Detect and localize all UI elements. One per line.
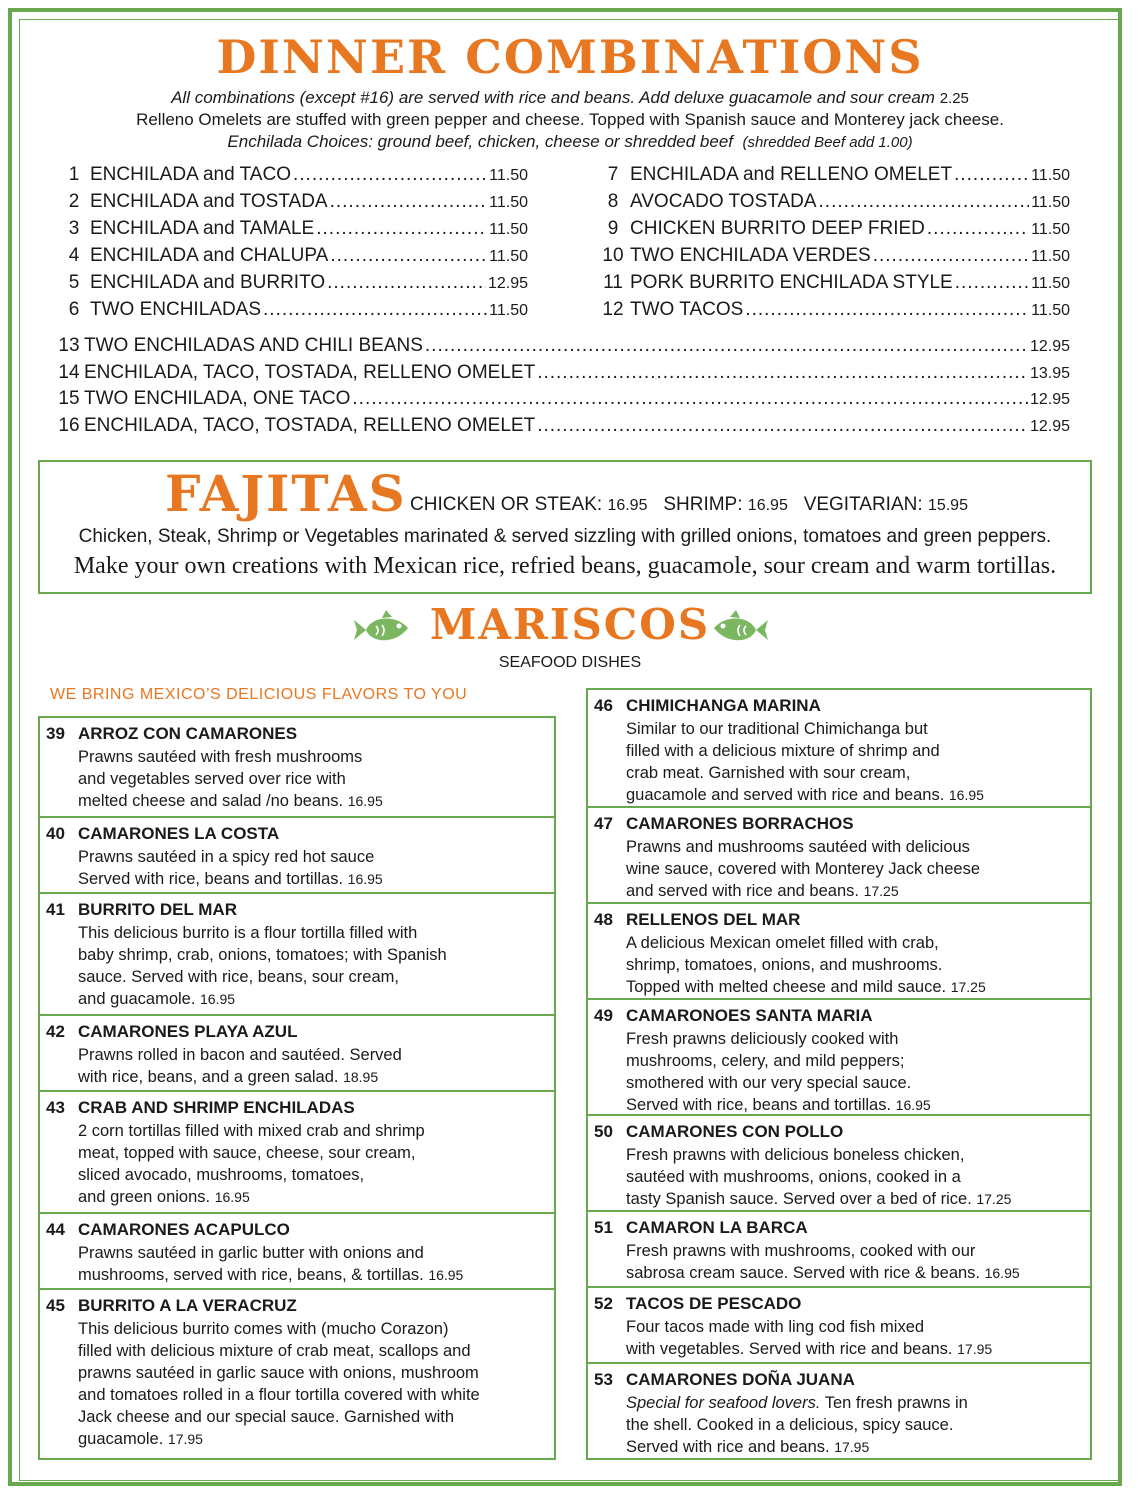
description-line: and vegetables served over rice with: [78, 770, 346, 788]
seafood-item-number: 51: [594, 1218, 613, 1237]
dinner-item-name: ENCHILADA, TACO, TOSTADA, RELLENO OMELET: [84, 361, 536, 383]
seafood-item-title: CRAB AND SHRIMP ENCHILADAS: [78, 1098, 355, 1117]
seafood-item-title: BURRITO A LA VERACRUZ: [78, 1296, 297, 1315]
seafood-item-title: CAMARONOES SANTA MARIA: [626, 1006, 873, 1025]
description-line: Fresh prawns deliciously cooked with: [626, 1030, 899, 1048]
seafood-item-number: 39: [46, 724, 65, 743]
dinner-item-number: 14: [58, 361, 80, 383]
dot-leader: [293, 164, 487, 186]
description-line: filled with delicious mixture of crab meat, scallops and: [78, 1342, 471, 1360]
seafood-item-description: [78, 1242, 540, 1286]
dinner-item-number: 16: [58, 414, 80, 436]
dinner-item-price: 11.50: [1031, 302, 1070, 319]
dot-leader: [352, 388, 1028, 410]
dinner-item-price: 13.95: [1029, 364, 1070, 382]
dinner-item-number: 2: [68, 191, 80, 212]
seafood-item-number: 41: [46, 900, 65, 919]
dinner-item-number: 15: [58, 388, 80, 409]
description-line: Prawns sautéed in garlic butter with onions and: [78, 1244, 424, 1262]
dot-leader: [330, 245, 487, 267]
seafood-item-price: 17.95: [167, 1431, 203, 1447]
fajitas-creations: Make your own creations with Mexican rice, refried beans, guacamole, sour cream and warm tortillas.: [73, 553, 1057, 579]
seafood-item-title: TACOS DE PESCADO: [626, 1294, 802, 1313]
mariscos-title: MARISCOS: [429, 600, 711, 649]
dinner-combinations-title: DINNER COMBINATIONS: [216, 30, 924, 84]
seafood-item-number: 43: [46, 1098, 65, 1117]
description-line: tasty Spanish sauce. Served over a bed of rice.: [626, 1190, 972, 1208]
dot-leader: [327, 272, 486, 294]
description-line: Prawns rolled in bacon and sautéed. Served: [78, 1046, 402, 1064]
dinner-item-number: 6: [68, 299, 80, 320]
seafood-item-price: 16.95: [895, 1097, 931, 1113]
seafood-item-title: CHIMICHANGA MARINA: [626, 696, 821, 715]
seafood-item-title: CAMARON LA BARCA: [626, 1218, 808, 1237]
description-line: and green onions.: [78, 1188, 211, 1206]
description-line: meat, topped with sauce, cheese, sour cream,: [78, 1144, 416, 1162]
seafood-item-price: 17.95: [834, 1439, 870, 1455]
description-line: Four tacos made with ling cod fish mixed: [626, 1318, 925, 1336]
dinner-item-number: 7: [607, 164, 619, 185]
seafood-item: [40, 1290, 554, 1458]
seafood-item: [40, 818, 554, 894]
seafood-item: [588, 1212, 1090, 1288]
seafood-item: [588, 904, 1090, 1000]
dinner-item: [58, 164, 528, 190]
seafood-item-title: CAMARONES DOÑA JUANA: [626, 1370, 855, 1389]
dot-leader: [537, 362, 1028, 384]
dinner-item-name: PORK BURRITO ENCHILADA STYLE: [630, 272, 953, 293]
seafood-item-title: CAMARONES LA COSTA: [78, 824, 280, 843]
seafood-item-price: 16.95: [347, 793, 383, 809]
seafood-item-price: 17.25: [863, 883, 899, 899]
description-line: shrimp, tomatoes, onions, and mushrooms.: [626, 956, 943, 974]
seafood-item-description: [78, 922, 540, 1010]
seafood-item-description: [78, 746, 540, 812]
description-line: sautéed with mushrooms, onions, cooked in a: [626, 1168, 961, 1186]
description-line: Prawns sautéed with fresh mushrooms: [78, 748, 363, 766]
seafood-item: [588, 1288, 1090, 1364]
dinner-item-price: 11.50: [489, 221, 528, 238]
description-line: mushrooms, served with rice, beans, & tortillas.: [78, 1266, 424, 1284]
dinner-item: [58, 218, 528, 244]
dinner-item-number: 3: [68, 218, 80, 239]
dinner-item: [596, 164, 1070, 190]
dinner-item: [596, 191, 1070, 217]
dinner-item-name: ENCHILADA and TAMALE: [90, 218, 315, 239]
seafood-item: [588, 690, 1090, 808]
description-line: Similar to our traditional Chimichanga but: [626, 720, 928, 738]
description-line: Topped with melted cheese and mild sauce.: [626, 978, 947, 996]
seafood-item-description: [626, 1028, 1076, 1116]
dinner-item: [596, 299, 1070, 325]
description-line: crab meat. Garnished with sour cream,: [626, 764, 911, 782]
seafood-item-description: [626, 1392, 1076, 1458]
seafood-item-price: 16.95: [347, 871, 383, 887]
fajitas-description: Chicken, Steak, Shrimp or Vegetables marinated & served sizzling with grilled onions, tomatoes and green peppers.: [78, 526, 1052, 547]
dinner-item-name: TWO TACOS: [630, 299, 744, 320]
dot-leader: [955, 272, 1029, 294]
seafood-item-price: 16.95: [948, 787, 984, 803]
description-line: smothered with our very special sauce.: [626, 1074, 912, 1092]
description-line: 2 corn tortillas filled with mixed crab and shrimp: [78, 1122, 425, 1140]
dinner-item-name: TWO ENCHILADA, ONE TACO: [84, 388, 351, 409]
dinner-item-number: 11: [603, 272, 623, 293]
dot-leader: [927, 218, 1029, 240]
dinner-item-name: ENCHILADA and TOSTADA: [90, 191, 328, 212]
dinner-item: [54, 335, 1070, 361]
description-line: A delicious Mexican omelet filled with crab,: [626, 934, 939, 952]
dinner-item-name: ENCHILADA, TACO, TOSTADA, RELLENO OMELET: [84, 414, 536, 436]
dinner-item: [58, 245, 528, 271]
dinner-item-number: 1: [68, 164, 80, 185]
seafood-item-price: 17.25: [976, 1191, 1012, 1207]
seafood-item-description: [626, 1144, 1076, 1210]
seafood-item: [40, 894, 554, 1016]
description-line: Served with rice and beans.: [626, 1438, 830, 1456]
seafood-item-price: 17.25: [950, 979, 986, 995]
dinner-item-price: 11.50: [1031, 194, 1070, 211]
seafood-item-title: CAMARONES PLAYA AZUL: [78, 1022, 298, 1041]
seafood-item: [588, 1364, 1090, 1462]
dot-leader: [954, 164, 1029, 186]
dot-leader: [819, 191, 1030, 213]
dinner-item-price: 11.50: [1031, 167, 1070, 184]
dot-leader: [537, 415, 1028, 437]
description-line: This delicious burrito comes with (mucho Corazon): [78, 1320, 449, 1338]
seafood-item: [40, 1092, 554, 1214]
description-line: mushrooms, celery, and mild peppers;: [626, 1052, 905, 1070]
seafood-item: [40, 718, 554, 818]
dinner-item-number: 12: [602, 299, 624, 320]
seafood-item-title: CAMARONES CON POLLO: [626, 1122, 844, 1141]
dot-leader: [316, 218, 487, 240]
dinner-item-price: 11.50: [489, 248, 528, 265]
dot-leader: [745, 299, 1029, 321]
seafood-item: [40, 1214, 554, 1290]
dinner-item-number: 4: [68, 245, 80, 266]
description-line: sabrosa cream sauce. Served with rice & beans.: [626, 1264, 981, 1282]
dinner-item-name: ENCHILADA and TACO: [90, 164, 291, 185]
dinner-item: [58, 191, 528, 217]
seafood-item-title: RELLENOS DEL MAR: [626, 910, 801, 929]
dinner-item: [596, 218, 1070, 244]
dinner-item-name: ENCHILADA and BURRITO: [90, 272, 326, 293]
dinner-item-price: 11.50: [489, 194, 528, 211]
dinner-item: [596, 272, 1070, 298]
dinner-item-price: 12.95: [1029, 338, 1070, 355]
dot-leader: [873, 245, 1029, 267]
seafood-item-description: [626, 932, 1076, 998]
seafood-item-price: 18.95: [343, 1069, 379, 1085]
seafood-item-number: 52: [594, 1294, 613, 1313]
dinner-item-name: CHICKEN BURRITO DEEP FRIED: [630, 218, 925, 239]
dinner-item-name: ENCHILADA and CHALUPA: [90, 245, 329, 266]
dinner-item: [596, 245, 1070, 271]
seafood-item-tagline: Special for seafood lovers.: [626, 1394, 821, 1412]
seafood-item-price: 16.95: [428, 1267, 464, 1283]
description-line: and tomatoes rolled in a flour tortilla covered with white: [78, 1386, 480, 1404]
dinner-item-price: 11.50: [1031, 248, 1070, 265]
seafood-item-description: [626, 1240, 1076, 1284]
dinner-item: [54, 362, 1070, 388]
seafood-item-title: CAMARONES ACAPULCO: [78, 1220, 290, 1239]
mariscos-subtitle: SEAFOOD DISHES: [498, 654, 642, 671]
description-line: guacamole and served with rice and beans.: [626, 786, 945, 804]
seafood-column-right: [586, 688, 1092, 1460]
dinner-item-price: 11.50: [1031, 221, 1070, 238]
seafood-item-number: 50: [594, 1122, 613, 1141]
dinner-item-name: ENCHILADA and RELLENO OMELET: [630, 164, 953, 185]
description-line: guacamole.: [78, 1430, 164, 1448]
dinner-item-number: 9: [607, 218, 619, 239]
seafood-item-price: 17.95: [957, 1341, 993, 1357]
dinner-item-price: 11.50: [1031, 275, 1070, 292]
description-line: Fresh prawns with delicious boneless chicken,: [626, 1146, 965, 1164]
description-line: Served with rice, beans and tortillas.: [78, 870, 344, 888]
description-line: wine sauce, covered with Monterey Jack cheese: [626, 860, 981, 878]
description-line: This delicious burrito is a flour tortilla filled with: [78, 924, 418, 942]
seafood-item-description: [78, 1318, 540, 1450]
fajitas-title: FAJITAS: [165, 464, 407, 523]
description-line: baby shrimp, crab, onions, tomatoes; with Spanish: [78, 946, 447, 964]
description-line: Prawns sautéed in a spicy red hot sauce: [78, 848, 375, 866]
seafood-item: [588, 1000, 1090, 1116]
description-line: filled with a delicious mixture of shrimp and: [626, 742, 940, 760]
dinner-item: [54, 415, 1070, 441]
description-line: prawns sautéed in garlic sauce with onions, mushroom: [78, 1364, 479, 1382]
description-line: and served with rice and beans.: [626, 882, 859, 900]
dinner-item-name: TWO ENCHILADAS AND CHILI BEANS: [84, 335, 423, 356]
dinner-item-name: TWO ENCHILADAS: [90, 299, 262, 320]
dinner-item-number: 13: [58, 335, 80, 356]
seafood-item-price: 16.95: [214, 1189, 250, 1205]
seafood-item-number: 49: [594, 1006, 613, 1025]
description-line: sauce. Served with rice, beans, sour cream,: [78, 968, 399, 986]
seafood-item-price: 16.95: [200, 991, 236, 1007]
seafood-item-description: [78, 1044, 540, 1088]
dot-leader: [425, 335, 1028, 357]
seafood-item: [588, 1116, 1090, 1212]
dinner-note-enchilada-choices: Enchilada Choices: ground beef, chicken, cheese or shredded beef (shredded Beef add 1.00): [227, 132, 913, 151]
dinner-item-name: TWO ENCHILADA VERDES: [630, 245, 871, 266]
description-line: Ten fresh prawns in: [820, 1394, 968, 1412]
dinner-item-price: 11.50: [489, 167, 528, 184]
description-line: the shell. Cooked in a delicious, spicy sauce.: [626, 1416, 954, 1434]
description-line: melted cheese and salad /no beans.: [78, 792, 344, 810]
description-line: and guacamole.: [78, 990, 196, 1008]
seafood-item-description: [626, 718, 1076, 806]
seafood-item-number: 46: [594, 696, 613, 715]
seafood-column-left: [38, 716, 556, 1460]
dinner-item-price: 12.95: [487, 275, 528, 292]
dinner-item-price: 11.50: [489, 302, 528, 319]
dinner-item-name: AVOCADO TOSTADA: [630, 191, 817, 212]
seafood-item-number: 53: [594, 1370, 613, 1389]
seafood-item-description: [626, 836, 1076, 902]
dinner-item: [54, 388, 1070, 414]
seafood-item-price: 16.95: [984, 1265, 1020, 1281]
dinner-item-price: 12.95: [1029, 417, 1070, 435]
description-line: Served with rice, beans and tortillas.: [626, 1096, 892, 1114]
description-line: with vegetables. Served with rice and beans.: [626, 1340, 953, 1358]
dinner-item: [58, 299, 528, 325]
dot-leader: [330, 191, 488, 213]
seafood-item-number: 45: [46, 1296, 65, 1315]
dinner-note-relleno: Relleno Omelets are stuffed with green pepper and cheese. Topped with Spanish sauce and Monterey jack cheese.: [136, 110, 1004, 129]
seafood-item-number: 42: [46, 1022, 65, 1041]
seafood-item-description: [626, 1316, 1076, 1360]
seafood-item-title: ARROZ CON CAMARONES: [78, 724, 298, 743]
dinner-item-price: 12.95: [1029, 391, 1070, 408]
seafood-item-number: 48: [594, 910, 613, 929]
dinner-item: [58, 272, 528, 298]
seafood-item-description: [78, 1120, 540, 1208]
description-line: Jack cheese and our special sauce. Garnished with: [78, 1408, 455, 1426]
seafood-item-title: CAMARONES BORRACHOS: [626, 814, 854, 833]
dinner-item-number: 5: [68, 272, 80, 293]
seafood-item-number: 47: [594, 814, 613, 833]
seafood-item-number: 40: [46, 824, 65, 843]
seafood-item: [40, 1016, 554, 1092]
seafood-item-number: 44: [46, 1220, 65, 1239]
description-line: Prawns and mushrooms sautéed with delicious: [626, 838, 970, 856]
dinner-item-number: 8: [607, 191, 619, 212]
description-line: Fresh prawns with mushrooms, cooked with our: [626, 1242, 976, 1260]
dinner-item-number: 10: [602, 245, 624, 266]
seafood-item: [588, 808, 1090, 904]
slogan: WE BRING MEXICO’S DELICIOUS FLAVORS TO YOU: [50, 686, 468, 703]
dot-leader: [263, 299, 487, 321]
description-line: sliced avocado, mushrooms, tomatoes,: [78, 1166, 365, 1184]
seafood-item-title: BURRITO DEL MAR: [78, 900, 237, 919]
description-line: with rice, beans, and a green salad.: [78, 1068, 339, 1086]
seafood-item-description: [78, 846, 540, 890]
fajitas-prices: CHICKEN OR STEAK: 16.95 SHRIMP: 16.95 VEGITARIAN: 15.95: [410, 494, 968, 515]
dinner-note-combinations: All combinations (except #16) are served with rice and beans. Add deluxe guacamole and sour cream 2.25: [171, 88, 969, 107]
